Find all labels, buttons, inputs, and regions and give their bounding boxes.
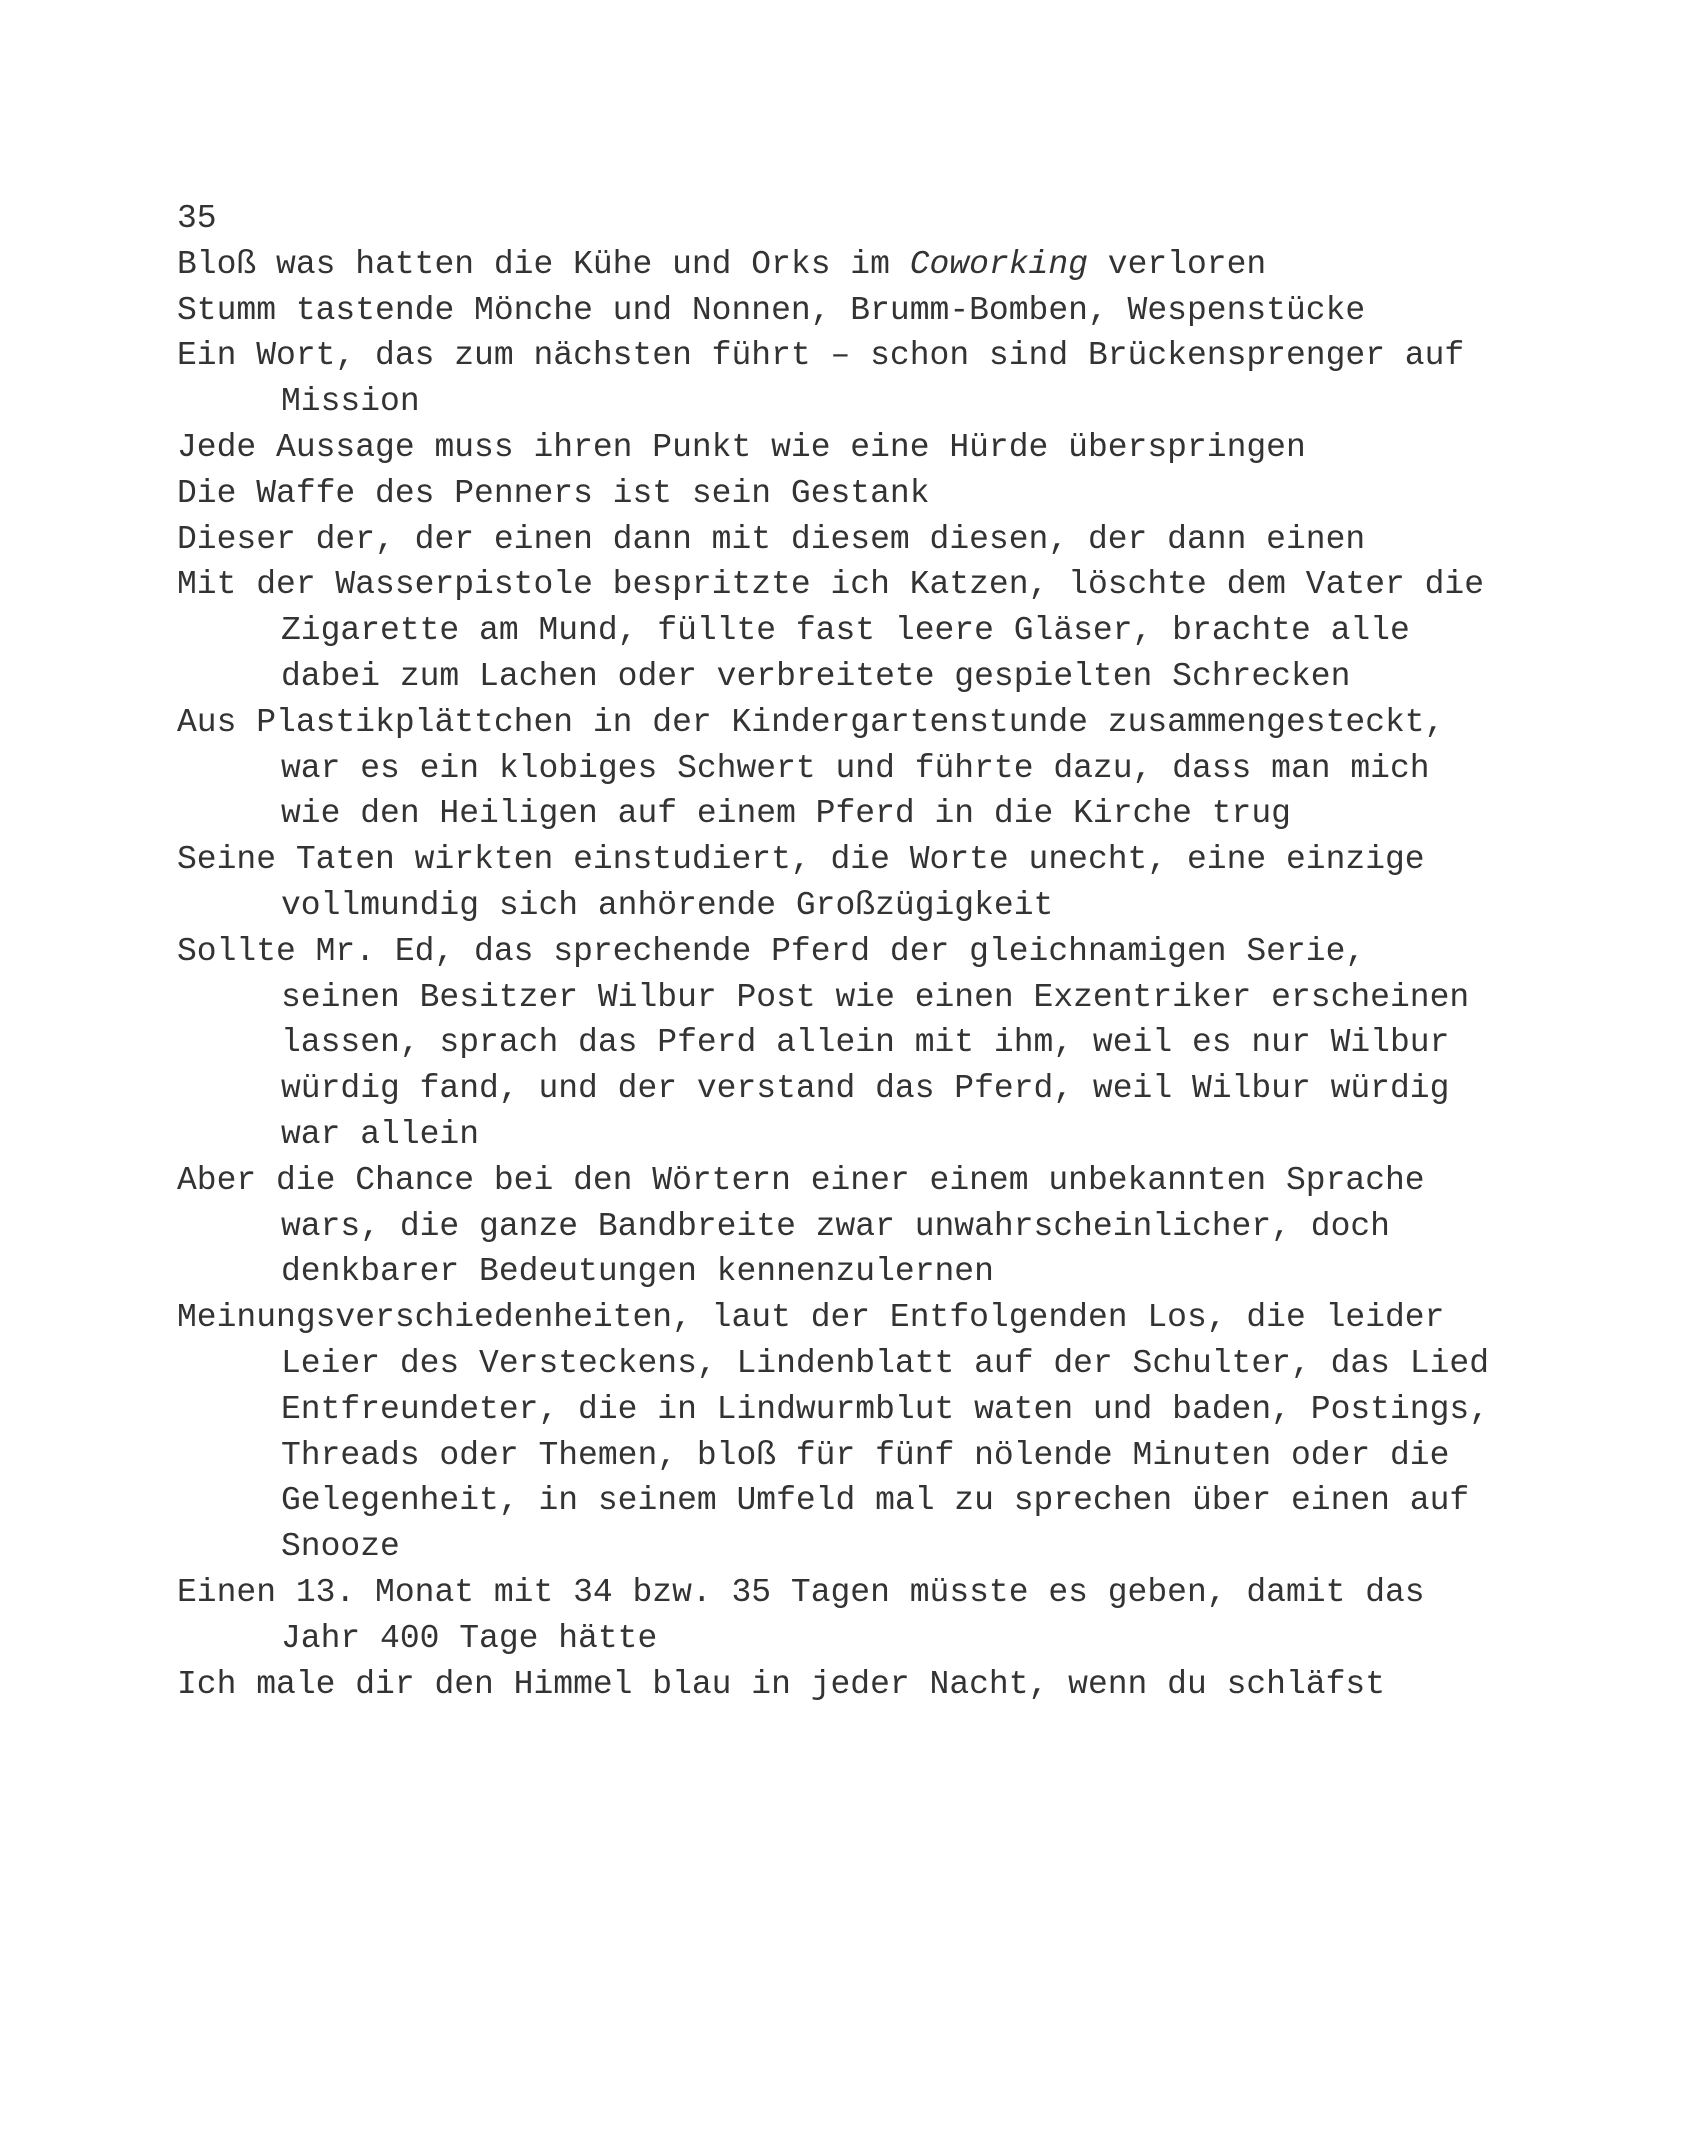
- verse-line: [177, 242, 1676, 288]
- verse-row: Einen 13. Monat mit 34 bzw. 35 Tagen müsste es geben, damit das: [177, 1573, 1425, 1611]
- verse-continuation: Entfreundeter, die in Lindwurmblut waten und baden, Postings,: [281, 1390, 1489, 1428]
- verse-continuation: lassen, sprach das Pferd allein mit ihm, weil es nur Wilbur: [281, 1024, 1450, 1062]
- verse-row: Die Waffe des Penners ist sein Gestank: [177, 474, 930, 512]
- verse-row: Seine Taten wirkten einstudiert, die Worte unecht, eine einzige: [177, 841, 1425, 879]
- verse-continuation: wie den Heiligen auf einem Pferd in die Kirche trug: [281, 795, 1291, 833]
- verse-italic-text: Coworking: [909, 245, 1088, 283]
- verse-row: Dieser der, der einen dann mit diesem diesen, der dann einen: [177, 520, 1366, 558]
- verse-continuation: Mission: [281, 383, 420, 421]
- verse-continuation: war allein: [281, 1115, 480, 1153]
- poem-page: [177, 196, 1577, 1707]
- verse-continuation: Threads oder Themen, bloß für fünf nölende Minuten oder die: [281, 1436, 1450, 1474]
- verse-text: verloren: [1087, 245, 1267, 283]
- verse-continuation: war es ein klobiges Schwert und führte dazu, dass man mich: [281, 749, 1430, 787]
- verse-line: [177, 1570, 1676, 1662]
- verse-line: [177, 1295, 1676, 1570]
- verse-line: [177, 562, 1676, 699]
- verse-row: Stumm tastende Mönche und Nonnen, Brumm-Bomben, Wespenstücke: [177, 291, 1366, 329]
- verse-row: Ich male dir den Himmel blau in jeder Nacht, wenn du schläfst: [177, 1665, 1385, 1703]
- verse-line: [177, 1158, 1676, 1295]
- verse-line: [177, 837, 1676, 929]
- verse-row: Mit der Wasserpistole bespritzte ich Katzen, löschte dem Vater die: [177, 566, 1485, 604]
- verse-row: Meinungsverschiedenheiten, laut der Entfolgenden Los, die leider: [177, 1299, 1445, 1337]
- verse-continuation: Gelegenheit, in seinem Umfeld mal zu sprechen über einen auf: [281, 1482, 1470, 1520]
- verse-line: [177, 929, 1676, 1158]
- verse-continuation: seinen Besitzer Wilbur Post wie einen Exzentriker erscheinen: [281, 978, 1470, 1016]
- verse-continuation: dabei zum Lachen oder verbreitete gespielten Schrecken: [281, 657, 1351, 695]
- verse-continuation: denkbarer Bedeutungen kennenzulernen: [281, 1253, 994, 1291]
- verse-text: Bloß was hatten die Kühe und Orks im: [177, 245, 910, 283]
- verse-continuation: Snooze: [281, 1528, 400, 1566]
- verse-continuation: würdig fand, und der verstand das Pferd, weil Wilbur würdig: [281, 1070, 1450, 1108]
- verse-line: [177, 425, 1676, 471]
- verse-line: [177, 517, 1676, 563]
- verse-row: Sollte Mr. Ed, das sprechende Pferd der gleichnamigen Serie,: [177, 932, 1366, 970]
- verse-continuation: Leier des Versteckens, Lindenblatt auf der Schulter, das Lied: [281, 1344, 1489, 1382]
- verse-line: [177, 1662, 1676, 1708]
- verse-continuation: wars, die ganze Bandbreite zwar unwahrscheinlicher, doch: [281, 1207, 1390, 1245]
- page-number: 35: [177, 200, 217, 237]
- verse-line: [177, 288, 1676, 334]
- verse-continuation: Jahr 400 Tage hätte: [281, 1619, 658, 1657]
- verse-line: [177, 700, 1676, 837]
- verse-row: Aber die Chance bei den Wörtern einer einem unbekannten Sprache: [177, 1161, 1425, 1199]
- verse-row: Aus Plastikplättchen in der Kindergartenstunde zusammengesteckt,: [177, 703, 1445, 741]
- verse-row: Jede Aussage muss ihren Punkt wie eine Hürde überspringen: [177, 428, 1306, 466]
- verse-row: Ein Wort, das zum nächsten führt – schon sind Brückensprenger auf: [177, 337, 1465, 375]
- verse-row: [177, 242, 1676, 288]
- verse-line: [177, 471, 1676, 517]
- verse-line: [177, 333, 1676, 425]
- verse-continuation: Zigarette am Mund, füllte fast leere Gläser, brachte alle: [281, 612, 1410, 650]
- verse-continuation: vollmundig sich anhörende Großzügigkeit: [281, 886, 1054, 924]
